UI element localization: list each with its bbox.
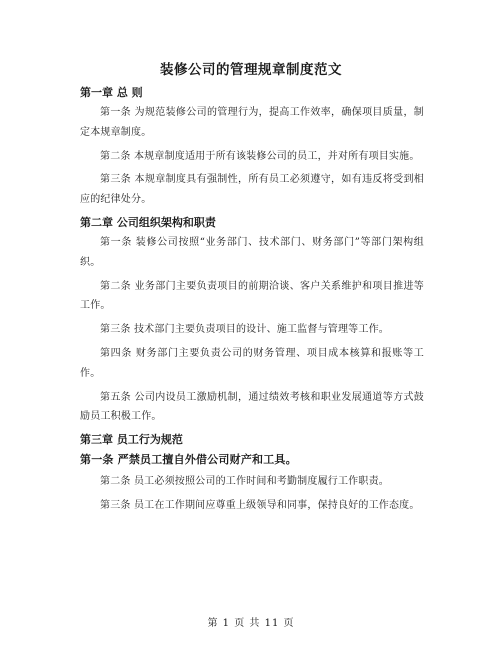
document-title: 装修公司的管理规章制度范文 bbox=[160, 62, 342, 78]
article-paragraph-bold: 第一条 严禁员工擅自外借公司财产和工具。 bbox=[80, 453, 297, 467]
article-paragraph: 第一条 装修公司按照“业务部门、技术部门、财务部门”等部门架构组织。 bbox=[80, 236, 424, 268]
article-paragraph: 第五条 公司内设员工激励机制，通过绩效考核和职业发展通道等方式鼓励员工积极工作。 bbox=[80, 391, 424, 423]
article-paragraph: 第三条 技术部门主要负责项目的设计、施工监督与管理等工作。 bbox=[100, 324, 389, 336]
article-paragraph: 第一条 为规范装修公司的管理行为，提高工作效率，确保项目质量，制定本规章制度。 bbox=[80, 107, 424, 138]
chapter-heading: 第一章 总 则 bbox=[80, 86, 143, 99]
article-paragraph: 第二条 业务部门主要负责项目的前期洽谈、客户关系维护和项目推进等工作。 bbox=[80, 280, 424, 312]
chapter-heading: 第二章 公司组织架构和职责 bbox=[80, 215, 216, 229]
article-paragraph: 第三条 员工在工作期间应尊重上级领导和同事，保持良好的工作态度。 bbox=[100, 499, 420, 511]
document-body bbox=[80, 84, 424, 520]
chapter-1 bbox=[80, 84, 424, 210]
page-footer: 第 1 页 共 11 页 bbox=[207, 618, 295, 629]
article-paragraph: 第二条 本规章制度适用于所有该装修公司的员工，并对所有项目实施。 bbox=[100, 150, 420, 162]
chapter-3 bbox=[80, 431, 424, 515]
article-paragraph: 第二条 员工必须按照公司的工作时间和考勤制度履行工作职责。 bbox=[100, 475, 389, 487]
chapter-heading: 第三章 员工行为规范 bbox=[80, 433, 183, 447]
chapter-2 bbox=[80, 214, 424, 427]
article-paragraph: 第三条 本规章制度具有强制性，所有员工必须遵守，如有违反将受到相应的纪律处分。 bbox=[80, 174, 424, 206]
article-paragraph: 第四条 财务部门主要负责公司的财务管理、项目成本核算和报账等工作。 bbox=[80, 347, 424, 379]
